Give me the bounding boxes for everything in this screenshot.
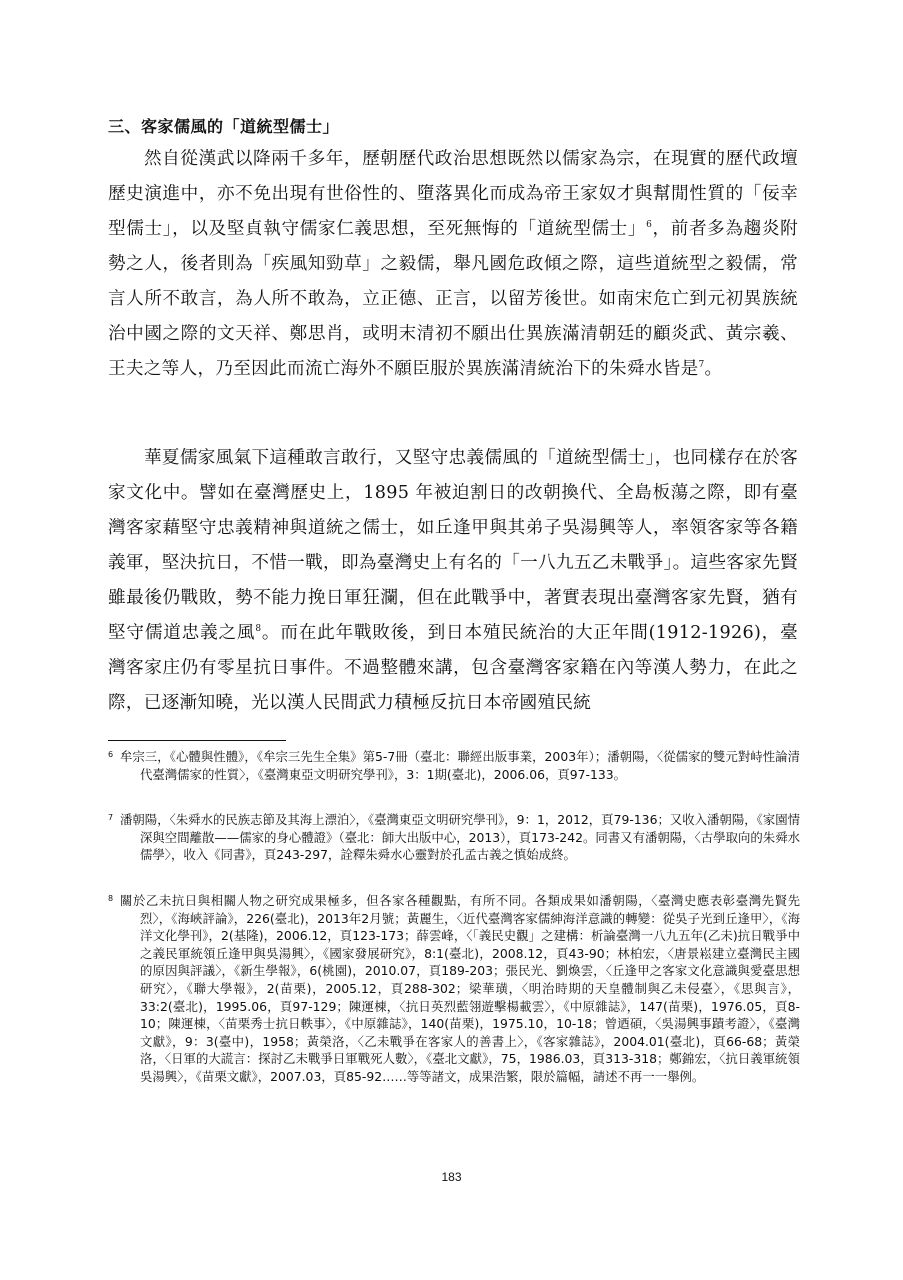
paragraph-text: 華夏儒家風氣下這種敢言敢行，又堅守忠義儒風的「道統型儒士」，也同樣存在於客家文化中。譬如在臺灣歷史上，1895 年被迫割日的改朝換代、全島板蕩之際，即有臺灣客家藉堅守忠義精神與道統之儒士，如丘逢甲與其弟子吳湯興等人，率領客家等各籍義軍，堅決抗日，不惜一戰，即為臺灣史上有名的「一八九五乙未戰爭」。這些客家先賢雖最後仍戰敗，勢不能力挽日軍狂瀾，但在此戰爭中，著實表現出臺灣客家先賢，猶有堅守儒道忠義之風 (108, 448, 798, 643)
footnote-6 (108, 748, 800, 783)
footnote-text: 牟宗三，《心體與性體》，《牟宗三先生全集》第5-7冊（臺北：聯經出版事業，2003年）；潘朝陽，〈從儒家的雙元對峙性論清代臺灣儒家的性質〉，《臺灣東亞文明研究學刊》，3：1期(臺北)，2006.06，頁97-133。 (120, 749, 800, 782)
footnote-text: 潘朝陽，〈朱舜水的民族志節及其海上漂泊〉，《臺灣東亞文明研究學刊》，9：1，2012，頁79-136；又收入潘朝陽，《家園情深與空間離散——儒家的身心體證》（臺北：師大出版中心，2013），頁173-242。同書又有潘朝陽，〈古學取向的朱舜水儒學〉，收入《同書》，頁243-297，詮釋朱舜水心靈對於孔孟古義之慎始成終。 (120, 812, 800, 863)
footnote-7 (108, 811, 800, 864)
paragraph-text: 。 (704, 359, 723, 379)
footnote-ref-6[interactable]: 6 (646, 220, 653, 231)
body-paragraph-1 (108, 142, 798, 387)
paragraph-text: 然自從漢武以降兩千多年，歷朝歷代政治思想既然以儒家為宗，在現實的歷代政壇歷史演進中，亦不免出現有世俗性的、墮落異化而成為帝王家奴才與幫閒性質的「佞幸型儒士」，以及堅貞執守儒家仁義思想，至死無悔的「道統型儒士」 (108, 149, 798, 239)
footnote-8 (108, 892, 800, 1086)
footnote-ref-8[interactable]: 8 (255, 624, 262, 635)
footnote-text: 關於乙未抗日與相關人物之研究成果極多，但各家各種觀點，有所不同。各類成果如潘朝陽，〈臺灣史應表彰臺灣先賢先烈〉，《海峽評論》，226(臺北)，2013年2月號；黃麗生，〈近代臺灣客家儒紳海洋意識的轉變：從吳子光到丘逢甲〉，《海洋文化學刊》，2(基隆)，2006.12，頁123-173；薛雲峰，〈「義民史觀」之建構：析論臺灣一八九五年(乙未)抗日戰爭中之義民軍統領丘逢甲與吳湯興〉，《國家發展研究》，8:1(臺北)，2008.12，頁43-90；林柏宏，〈唐景崧建立臺灣民主國的原因與評議〉，《新生學報》，6(桃園)，2010.07，頁189-203；張民光、劉煥雲，〈丘逢甲之客家文化意識與愛臺思想研究〉，《聯大學報》，2(苗栗)，2005.12，頁288-302；梁華璜，〈明治時期的天皇體制與乙未侵臺〉，《思與言》，33:2(臺北)，1995.06，頁97-129；陳運棟，〈抗日英烈藍翎遊擊楊載雲〉，《中原雜誌》，147(苗栗)，1976.05，頁8-10；陳運棟，〈苗栗秀士抗日軼事〉，《中原雜誌》，140(苗栗)，1975.10，10-18；曾迺碩，〈吳湯興事蹟考證〉，《臺灣文獻》，9：3(臺中)，1958；黃榮洛，〈乙未戰爭在客家人的善書上〉，《客家雜誌》，2004.01(臺北)，頁66-68；黃榮洛，〈日軍的大謊言：探討乙未戰爭日軍戰死人數〉，《臺北文獻》，75，1986.03，頁313-318；鄭錦宏，〈抗日義軍統領吳湯興〉，《苗栗文獻》，2007.03，頁85-92……等等諸文，成果浩繁，限於篇幅，請述不再一一舉例。 (120, 893, 800, 1084)
footnote-number: 7 (108, 813, 114, 822)
footnote-ref-7[interactable]: 7 (698, 360, 705, 371)
page-number: 183 (441, 1170, 462, 1184)
footnote-separator (108, 740, 286, 741)
paragraph-text: ，前者多為趨炎附勢之人，後者則為「疾風知勁草」之毅儒，舉凡國危政傾之際，這些道統型之毅儒，常言人所不敢言，為人所不敢為，立正德、正言，以留芳後世。如南宋危亡到元初異族統治中國之際的文天祥、鄭思肖，或明末清初不願出仕異族滿清朝廷的顧炎武、黃宗羲、王夫之等人，乃至因此而流亡海外不願臣服於異族滿清統治下的朱舜水皆是 (108, 219, 799, 379)
paragraph-text: 。而在此年戰敗後，到日本殖民統治的大正年間(1912-1926)，臺灣客家庄仍有零星抗日事件。不過整體來講，包含臺灣客家籍在內等漢人勢力，在此之際，已逐漸知曉，光以漢人民間武力積極反抗日本帝國殖民統 (108, 623, 798, 713)
footnote-number: 8 (108, 894, 114, 903)
footnote-number: 6 (108, 750, 114, 759)
section-heading: 三、客家儒風的「道統型儒士」 (108, 117, 340, 136)
body-paragraph-2 (108, 441, 798, 721)
